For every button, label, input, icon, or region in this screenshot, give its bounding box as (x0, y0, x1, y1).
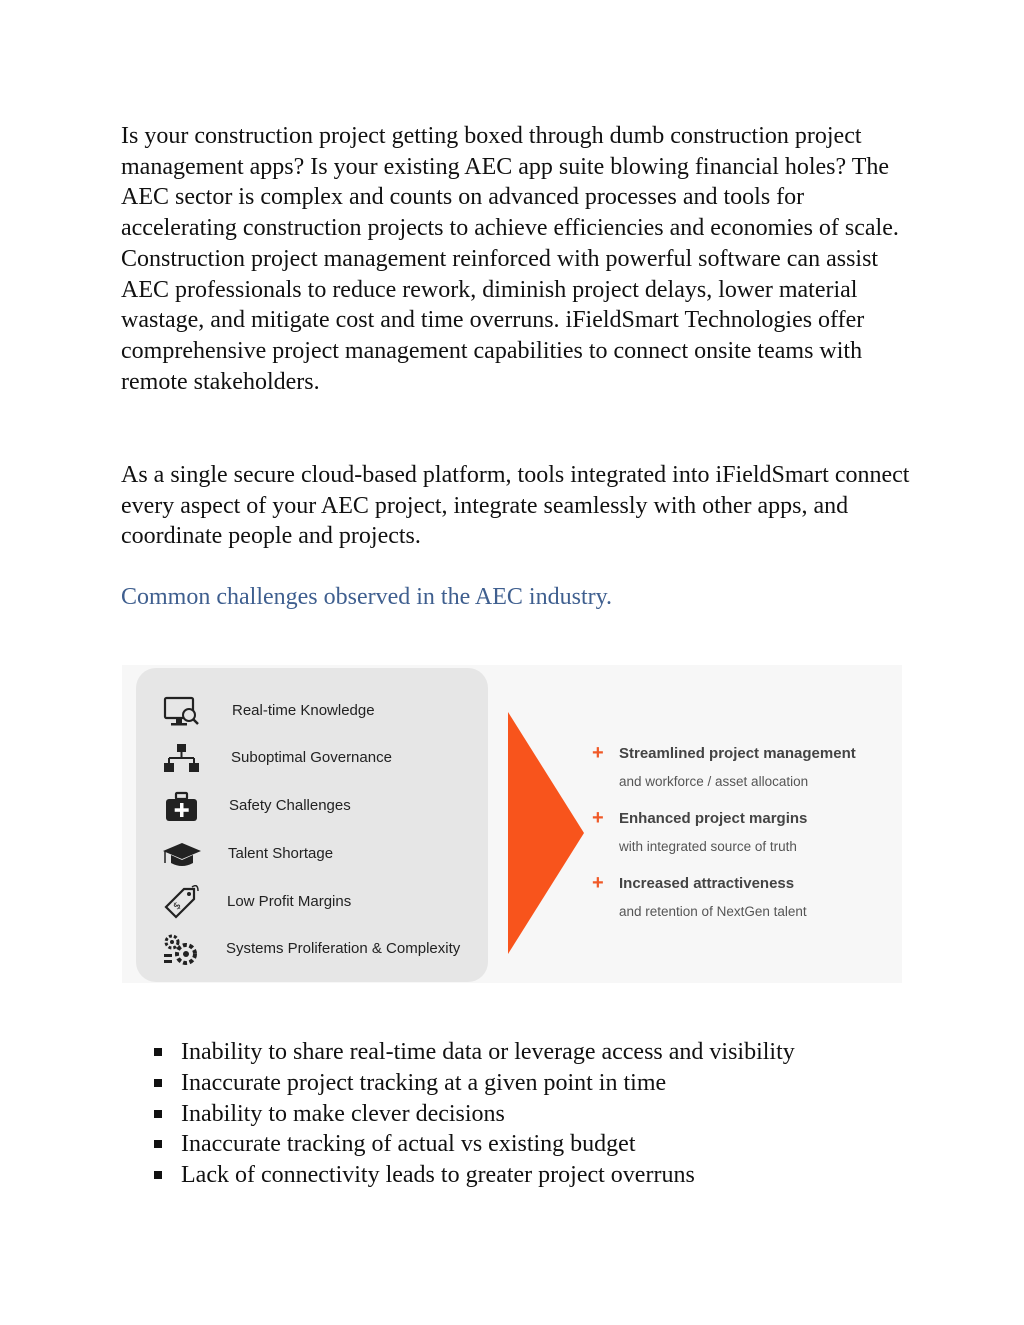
list-item-text: Inability to share real-time data or leverage access and visibility (181, 1039, 795, 1065)
challenge-label: Systems Proliferation & Complexity (226, 940, 461, 957)
list-item (150, 1160, 795, 1191)
plus-icon: + (592, 872, 604, 894)
challenge-label: Suboptimal Governance (231, 749, 392, 766)
challenge-item-safety-challenges (136, 787, 488, 827)
first-aid-kit-icon (162, 789, 202, 825)
monitor-search-icon (162, 694, 202, 730)
svg-text:$: $ (171, 900, 184, 913)
challenge-label: Real-time Knowledge (232, 702, 375, 719)
challenge-item-real-time-knowledge (136, 692, 488, 732)
challenge-item-suboptimal-governance (136, 739, 488, 779)
graduation-cap-icon (162, 837, 202, 873)
bullet-square-icon (154, 1079, 162, 1087)
bullet-square-icon (154, 1110, 162, 1118)
plus-icon: + (592, 807, 604, 829)
challenge-label: Talent Shortage (228, 845, 334, 862)
benefit-subtitle: with integrated source of truth (619, 839, 797, 854)
list-item-text: Inability to make clever decisions (181, 1100, 505, 1127)
orange-arrow-triangle (508, 712, 584, 954)
benefit-subtitle: and workforce / asset allocation (619, 774, 809, 789)
flowchart-icon (162, 741, 202, 777)
price-tag-icon (162, 885, 202, 921)
list-item (150, 1037, 795, 1068)
challenges-infographic (122, 665, 902, 983)
challenge-label: Safety Challenges (229, 797, 351, 814)
challenges-panel (136, 668, 488, 982)
benefit-title: Enhanced project margins (619, 810, 808, 827)
list-item (150, 1068, 795, 1099)
list-item (150, 1129, 795, 1160)
benefit-title: Streamlined project management (619, 745, 856, 762)
section-heading: Common challenges observed in the AEC industry. (121, 584, 613, 610)
benefit-subtitle: and retention of NextGen talent (619, 904, 807, 919)
challenge-item-talent-shortage (136, 835, 488, 875)
plus-icon: + (592, 742, 604, 764)
challenges-bullet-list (150, 1037, 795, 1191)
challenge-item-low-profit-margins (136, 883, 488, 923)
list-item-text: Inaccurate tracking of actual vs existing budget (181, 1131, 636, 1158)
bullet-square-icon (154, 1140, 162, 1148)
bullet-square-icon (154, 1048, 162, 1056)
gears-icon (162, 932, 202, 968)
challenge-item-systems-proliferation (136, 930, 488, 970)
intro-paragraph: Is your construction project getting boxed through dumb construction project management apps? Is your existing AEC app suite blowing financial holes? The AEC sector is complex and counts on advanced processes and tools for accelerating construction projects to achieve efficiencies and economies of scale. Construction project management reinforced with powerful software can assist AEC professionals to reduce rework, diminish project delays, lower material wastage, and mitigate cost and time overruns. iFieldSmart Technologies offer comprehensive project management capabilities to connect onsite teams with remote stakeholders. (121, 123, 899, 395)
platform-paragraph: As a single secure cloud-based platform, tools integrated into iFieldSmart connect every aspect of your AEC project, integrate seamlessly with other apps, and coordinate people and projects. (121, 462, 910, 550)
list-item-text: Lack of connectivity leads to greater project overruns (181, 1162, 695, 1189)
list-item (150, 1099, 795, 1130)
challenge-label: Low Profit Margins (227, 893, 352, 910)
list-item-text: Inaccurate project tracking at a given point in time (181, 1069, 667, 1096)
benefit-title: Increased attractiveness (619, 875, 795, 892)
bullet-square-icon (154, 1171, 162, 1179)
